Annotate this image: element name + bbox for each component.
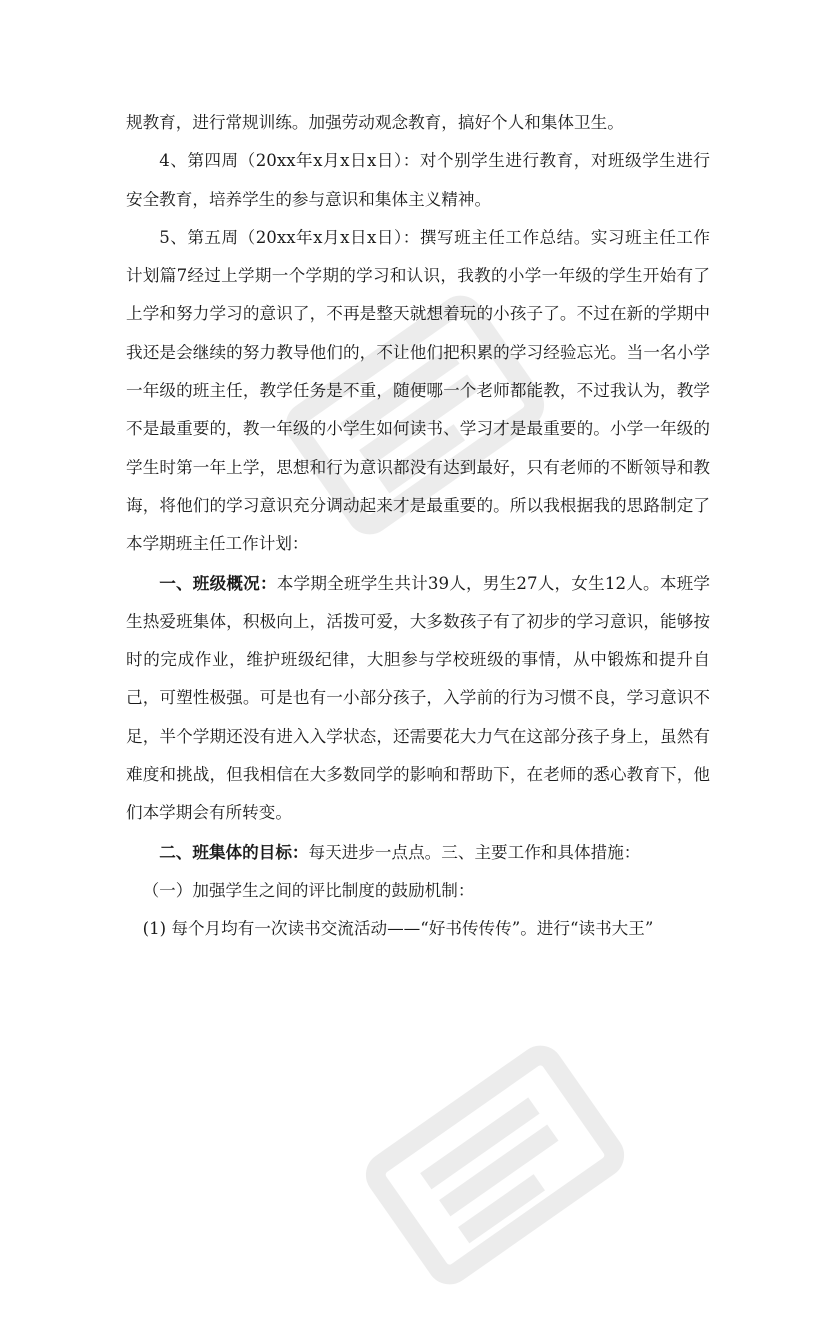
paragraph-text: 规教育，进行常规训练。加强劳动观念教育，搞好个人和集体卫生。 bbox=[126, 113, 624, 132]
paragraph-text: 4、第四周（20xx年x月x日x日）：对个别学生进行教育，对班级学生进行安全教育，培养学生的参与意识和集体主义精神。 bbox=[126, 151, 710, 209]
paragraph-text: 5、第五周（20xx年x月x日x日）：撰写班主任工作总结。实习班主任工作计划篇7经过上学期一个学期的学习和认识，我教的小学一年级的学生开始有了上学和努力学习的意识了，不再是整天就想着玩的小孩子了。不过在新的学期中我还是会继续的努力教导他们的，不让他们把积累的学习经验忘光。当一名小学一年级的班主任，教学任务是不重，随便哪一个老师都能教，不过我认为，教学不是最重要的，教一年级的小学生如何读书、学习才是最重要的。小学一年级的学生时第一年上学，思想和行为意识都没有达到最好，只有老师的不断领导和教诲，将他们的学习意识充分调动起来才是最重要的。所以我根据我的思路制定了本学期班主任工作计划： bbox=[126, 227, 710, 554]
paragraph bbox=[126, 219, 710, 564]
section-heading: 二、班集体的目标： bbox=[159, 841, 309, 862]
section-heading: 一、班级概况： bbox=[159, 572, 277, 593]
paragraph-text: (1) 每个月均有一次读书交流活动——“好书传传传”。进行“读书大王” bbox=[142, 919, 654, 939]
paragraph-text: 每天进步一点点。三、主要工作和具体措施： bbox=[308, 842, 641, 862]
paragraph bbox=[126, 872, 710, 910]
paragraph bbox=[126, 142, 710, 219]
document-body bbox=[126, 104, 710, 949]
paragraph bbox=[126, 104, 710, 142]
paragraph bbox=[126, 833, 710, 872]
paragraph bbox=[126, 910, 710, 948]
paragraph bbox=[126, 564, 710, 833]
paragraph-text: 本学期全班学生共计39人，男生27人，女生12人。本班学生热爱班集体，积极向上，活拨可爱，大多数孩子有了初步的学习意识，能够按时的完成作业，维护班级纪律，大胆参与学校班级的事情，从中锻炼和提升自己，可塑性极强。可是也有一小部分孩子，入学前的行为习惯不良，学习意识不足，半个学期还没有进入入学状态，还需要花大力气在这部分孩子身上，虽然有难度和挑战，但我相信在大多数同学的影响和帮助下，在老师的悉心教育下，他们本学期会有所转变。 bbox=[126, 573, 711, 823]
paragraph-text: （一）加强学生之间的评比制度的鼓励机制： bbox=[142, 880, 475, 900]
watermark-logo-icon bbox=[330, 1000, 660, 1330]
